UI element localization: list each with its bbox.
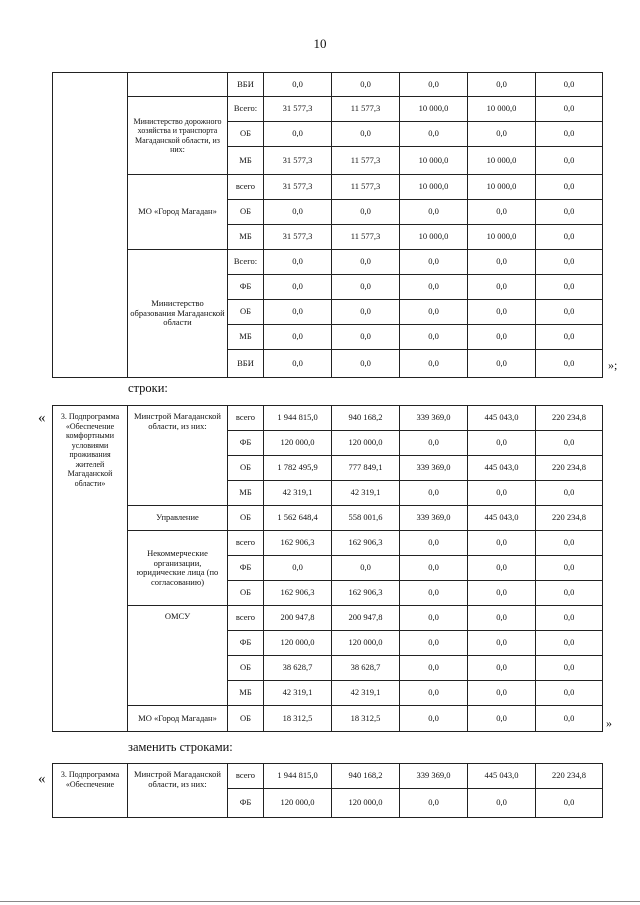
funding-type: Всего: xyxy=(228,97,264,122)
funding-type: ОБ xyxy=(228,456,264,481)
value-cell: 0,0 xyxy=(536,122,603,147)
executor-cell: Минстрой Магаданской области, из них: xyxy=(128,764,228,818)
value-cell: 0,0 xyxy=(332,556,400,581)
value-cell: 940 168,2 xyxy=(332,406,400,431)
executor-cell: Министерство образования Магаданской области xyxy=(128,250,228,378)
value-cell: 10 000,0 xyxy=(400,225,468,250)
closing-quote: » xyxy=(606,716,612,730)
value-cell: 18 312,5 xyxy=(264,706,332,732)
value-cell: 0,0 xyxy=(400,556,468,581)
value-cell: 120 000,0 xyxy=(264,789,332,818)
value-cell: 11 577,3 xyxy=(332,175,400,200)
value-cell: 0,0 xyxy=(536,431,603,456)
value-cell: 0,0 xyxy=(536,531,603,556)
subprogram-cell: 3. Подпрограмма «Обеспечение комфортными условиями проживания жителей Магаданской области» xyxy=(53,406,128,732)
funding-type: ОБ xyxy=(228,656,264,681)
value-cell: 0,0 xyxy=(468,606,536,631)
caption-rows: строки: xyxy=(128,381,168,395)
funding-type: ФБ xyxy=(228,556,264,581)
funding-type: МБ xyxy=(228,325,264,350)
executor-cell xyxy=(128,73,228,97)
value-cell: 445 043,0 xyxy=(468,456,536,481)
funding-type: ОБ xyxy=(228,581,264,606)
value-cell: 445 043,0 xyxy=(468,764,536,789)
value-cell: 0,0 xyxy=(536,681,603,706)
table-row xyxy=(53,73,603,97)
value-cell: 940 168,2 xyxy=(332,764,400,789)
value-cell: 0,0 xyxy=(536,275,603,300)
value-cell: 0,0 xyxy=(536,789,603,818)
executor-cell: МО «Город Магадан» xyxy=(128,706,228,732)
value-cell: 0,0 xyxy=(264,350,332,378)
value-cell: 10 000,0 xyxy=(468,175,536,200)
funding-type: всего xyxy=(228,764,264,789)
value-cell: 0,0 xyxy=(332,73,400,97)
value-cell: 0,0 xyxy=(468,300,536,325)
table-replacement-rows xyxy=(52,763,603,818)
value-cell: 0,0 xyxy=(264,556,332,581)
value-cell: 0,0 xyxy=(332,275,400,300)
value-cell: 0,0 xyxy=(264,325,332,350)
value-cell: 38 628,7 xyxy=(264,656,332,681)
value-cell: 0,0 xyxy=(468,73,536,97)
value-cell: 42 319,1 xyxy=(332,681,400,706)
value-cell: 0,0 xyxy=(264,275,332,300)
funding-type: ВБИ xyxy=(228,73,264,97)
value-cell: 0,0 xyxy=(536,556,603,581)
value-cell: 339 369,0 xyxy=(400,456,468,481)
value-cell: 0,0 xyxy=(400,275,468,300)
value-cell: 0,0 xyxy=(400,431,468,456)
page-number: 10 xyxy=(313,36,327,51)
funding-type: всего xyxy=(228,406,264,431)
value-cell: 0,0 xyxy=(536,481,603,506)
value-cell: 0,0 xyxy=(536,606,603,631)
value-cell: 0,0 xyxy=(264,73,332,97)
value-cell: 0,0 xyxy=(468,789,536,818)
value-cell: 0,0 xyxy=(468,681,536,706)
value-cell: 0,0 xyxy=(400,200,468,225)
value-cell: 0,0 xyxy=(400,250,468,275)
funding-type: всего xyxy=(228,606,264,631)
value-cell: 31 577,3 xyxy=(264,97,332,122)
value-cell: 0,0 xyxy=(400,681,468,706)
opening-quote: « xyxy=(38,771,46,787)
value-cell: 0,0 xyxy=(536,656,603,681)
table-row xyxy=(53,250,603,275)
funding-type: ОБ xyxy=(228,506,264,531)
value-cell: 1 782 495,9 xyxy=(264,456,332,481)
value-cell: 0,0 xyxy=(468,275,536,300)
executor-cell: Минстрой Магаданской области, из них: xyxy=(128,406,228,506)
value-cell: 0,0 xyxy=(536,225,603,250)
value-cell: 0,0 xyxy=(468,556,536,581)
executor-cell: ОМСУ xyxy=(128,606,228,706)
value-cell: 0,0 xyxy=(536,175,603,200)
funding-type: Всего: xyxy=(228,250,264,275)
value-cell: 445 043,0 xyxy=(468,406,536,431)
funding-type: ВБИ xyxy=(228,350,264,378)
value-cell: 0,0 xyxy=(536,325,603,350)
value-cell: 0,0 xyxy=(264,300,332,325)
funding-type: ФБ xyxy=(228,631,264,656)
table-row xyxy=(53,606,603,631)
value-cell: 0,0 xyxy=(332,122,400,147)
table-row xyxy=(53,97,603,122)
value-cell: 0,0 xyxy=(536,300,603,325)
funding-type: ФБ xyxy=(228,789,264,818)
value-cell: 120 000,0 xyxy=(332,789,400,818)
value-cell: 0,0 xyxy=(400,122,468,147)
value-cell: 0,0 xyxy=(468,122,536,147)
value-cell: 0,0 xyxy=(400,481,468,506)
value-cell: 0,0 xyxy=(468,706,536,732)
value-cell: 220 234,8 xyxy=(536,406,603,431)
value-cell: 0,0 xyxy=(332,350,400,378)
value-cell: 11 577,3 xyxy=(332,225,400,250)
value-cell: 0,0 xyxy=(264,122,332,147)
funding-type: МБ xyxy=(228,681,264,706)
value-cell: 0,0 xyxy=(264,250,332,275)
value-cell: 0,0 xyxy=(536,350,603,378)
value-cell: 220 234,8 xyxy=(536,764,603,789)
value-cell: 0,0 xyxy=(468,631,536,656)
value-cell: 0,0 xyxy=(400,581,468,606)
table-continued xyxy=(52,72,603,378)
value-cell: 38 628,7 xyxy=(332,656,400,681)
value-cell: 0,0 xyxy=(536,73,603,97)
value-cell: 0,0 xyxy=(468,350,536,378)
value-cell: 0,0 xyxy=(400,73,468,97)
page-bottom-edge xyxy=(0,901,640,902)
value-cell: 0,0 xyxy=(400,300,468,325)
funding-type: МБ xyxy=(228,147,264,175)
table-row xyxy=(53,406,603,431)
value-cell: 120 000,0 xyxy=(264,431,332,456)
value-cell: 777 849,1 xyxy=(332,456,400,481)
value-cell: 339 369,0 xyxy=(400,506,468,531)
value-cell: 120 000,0 xyxy=(332,631,400,656)
value-cell: 200 947,8 xyxy=(332,606,400,631)
value-cell: 0,0 xyxy=(536,706,603,732)
value-cell: 42 319,1 xyxy=(264,681,332,706)
value-cell: 31 577,3 xyxy=(264,225,332,250)
table-row xyxy=(53,531,603,556)
value-cell: 0,0 xyxy=(400,606,468,631)
caption-replace: заменить строками: xyxy=(128,740,233,754)
value-cell: 0,0 xyxy=(468,531,536,556)
value-cell: 0,0 xyxy=(536,250,603,275)
executor-cell: Министерство дорожного хозяйства и транспорта Магаданской области, из них: xyxy=(128,97,228,175)
table-row xyxy=(53,175,603,200)
value-cell: 0,0 xyxy=(400,789,468,818)
value-cell: 220 234,8 xyxy=(536,456,603,481)
funding-type: ОБ xyxy=(228,200,264,225)
value-cell: 162 906,3 xyxy=(332,581,400,606)
value-cell: 162 906,3 xyxy=(264,581,332,606)
funding-type: всего xyxy=(228,531,264,556)
funding-type: ОБ xyxy=(228,706,264,732)
value-cell: 10 000,0 xyxy=(468,97,536,122)
value-cell: 0,0 xyxy=(264,200,332,225)
funding-type: всего xyxy=(228,175,264,200)
value-cell: 0,0 xyxy=(332,300,400,325)
value-cell: 11 577,3 xyxy=(332,147,400,175)
value-cell: 0,0 xyxy=(400,706,468,732)
value-cell: 445 043,0 xyxy=(468,506,536,531)
table-row xyxy=(53,506,603,531)
value-cell: 0,0 xyxy=(400,350,468,378)
value-cell: 42 319,1 xyxy=(332,481,400,506)
value-cell: 558 001,6 xyxy=(332,506,400,531)
funding-type: ОБ xyxy=(228,122,264,147)
value-cell: 0,0 xyxy=(536,200,603,225)
value-cell: 11 577,3 xyxy=(332,97,400,122)
value-cell: 0,0 xyxy=(536,97,603,122)
value-cell: 0,0 xyxy=(536,581,603,606)
value-cell: 0,0 xyxy=(468,200,536,225)
value-cell: 10 000,0 xyxy=(400,97,468,122)
value-cell: 0,0 xyxy=(468,250,536,275)
table-row xyxy=(53,764,603,789)
value-cell: 1 562 648,4 xyxy=(264,506,332,531)
value-cell: 10 000,0 xyxy=(468,147,536,175)
opening-quote: « xyxy=(38,410,46,426)
value-cell: 1 944 815,0 xyxy=(264,764,332,789)
value-cell: 42 319,1 xyxy=(264,481,332,506)
value-cell: 162 906,3 xyxy=(264,531,332,556)
value-cell: 0,0 xyxy=(468,431,536,456)
value-cell: 10 000,0 xyxy=(400,175,468,200)
value-cell: 162 906,3 xyxy=(332,531,400,556)
value-cell: 18 312,5 xyxy=(332,706,400,732)
value-cell: 10 000,0 xyxy=(468,225,536,250)
value-cell: 339 369,0 xyxy=(400,406,468,431)
table-rows-to-replace xyxy=(52,405,603,732)
funding-type: ФБ xyxy=(228,275,264,300)
table-row xyxy=(53,706,603,732)
value-cell: 0,0 xyxy=(332,325,400,350)
value-cell: 31 577,3 xyxy=(264,147,332,175)
value-cell: 31 577,3 xyxy=(264,175,332,200)
value-cell: 0,0 xyxy=(400,531,468,556)
funding-type: МБ xyxy=(228,225,264,250)
value-cell: 0,0 xyxy=(400,656,468,681)
executor-cell: МО «Город Магадан» xyxy=(128,175,228,250)
value-cell: 0,0 xyxy=(536,147,603,175)
value-cell: 0,0 xyxy=(400,325,468,350)
value-cell: 0,0 xyxy=(468,581,536,606)
value-cell: 0,0 xyxy=(468,325,536,350)
subprogram-cell xyxy=(53,73,128,378)
value-cell: 0,0 xyxy=(536,631,603,656)
value-cell: 220 234,8 xyxy=(536,506,603,531)
executor-cell: Некоммерческие организации, юридические лица (по согласованию) xyxy=(128,531,228,606)
closing-mark: »; xyxy=(608,358,618,372)
value-cell: 200 947,8 xyxy=(264,606,332,631)
executor-cell: Управление xyxy=(128,506,228,531)
funding-type: ФБ xyxy=(228,431,264,456)
value-cell: 1 944 815,0 xyxy=(264,406,332,431)
value-cell: 0,0 xyxy=(332,250,400,275)
subprogram-cell: 3. Подпрограмма «Обеспечение xyxy=(53,764,128,818)
value-cell: 0,0 xyxy=(468,656,536,681)
value-cell: 120 000,0 xyxy=(332,431,400,456)
funding-type: ОБ xyxy=(228,300,264,325)
value-cell: 339 369,0 xyxy=(400,764,468,789)
value-cell: 0,0 xyxy=(332,200,400,225)
value-cell: 0,0 xyxy=(468,481,536,506)
value-cell: 0,0 xyxy=(400,631,468,656)
value-cell: 120 000,0 xyxy=(264,631,332,656)
value-cell: 10 000,0 xyxy=(400,147,468,175)
funding-type: МБ xyxy=(228,481,264,506)
